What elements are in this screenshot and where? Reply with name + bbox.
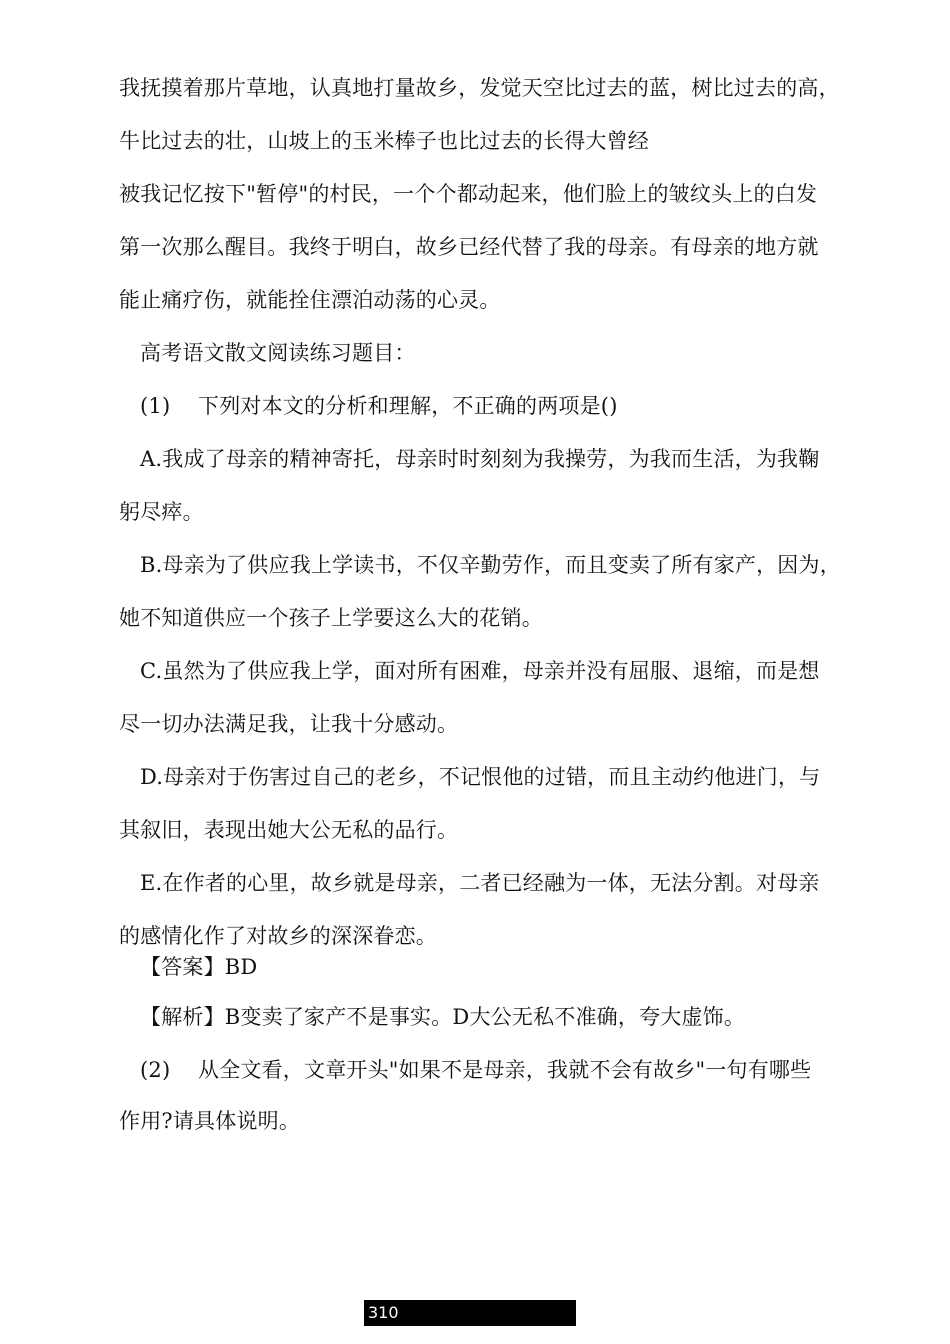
paragraph-line-5: 能止痛疗伤，就能拴住漂泊动荡的心灵。 <box>119 288 501 312</box>
option-a-line-2: 躬尽瘁。 <box>119 500 204 524</box>
option-d-line-1: D.母亲对于伤害过自己的老乡，不记恨他的过错，而且主动约他进门，与 <box>140 765 821 789</box>
analysis-line: 【解析】B变卖了家产不是事实。D大公无私不准确，夸大虚饰。 <box>140 1005 746 1029</box>
paragraph-line-2: 牛比过去的壮，山坡上的玉米棒子也比过去的长得大曾经 <box>119 129 649 153</box>
option-c-line-2: 尽一切办法满足我，让我十分感动。 <box>119 712 459 736</box>
paragraph-line-1: 我抚摸着那片草地，认真地打量故乡，发觉天空比过去的蓝，树比过去的高， <box>119 76 840 100</box>
question-1 <box>140 392 870 420</box>
option-e-line-2: 的感情化作了对故乡的深深眷恋。 <box>119 924 437 948</box>
question-2-text-line-2: 作用?请具体说明。 <box>119 1109 301 1133</box>
page-number: 310 <box>364 1300 576 1326</box>
question-2-number: (2) <box>140 1058 171 1082</box>
option-d-line-2: 其叙旧，表现出她大公无私的品行。 <box>119 818 459 842</box>
option-b-line-2: 她不知道供应一个孩子上学要这么大的花销。 <box>119 606 543 630</box>
answer-line: 【答案】BD <box>140 955 258 979</box>
paragraph-line-3: 被我记忆按下"暂停"的村民，一个个都动起来，他们脸上的皱纹头上的白发 <box>119 182 818 206</box>
option-a-line-1: A.我成了母亲的精神寄托，母亲时时刻刻为我操劳，为我而生活，为我鞠 <box>140 447 820 471</box>
question-2 <box>140 1056 870 1084</box>
paragraph-line-4: 第一次那么醒目。我终于明白，故乡已经代替了我的母亲。有母亲的地方就 <box>119 235 819 259</box>
question-2-text-line-1: 从全文看，文章开头"如果不是母亲，我就不会有故乡"一句有哪些 <box>198 1058 812 1082</box>
section-title: 高考语文散文阅读练习题目： <box>140 341 416 365</box>
option-e-line-1: E.在作者的心里，故乡就是母亲，二者已经融为一体，无法分割。对母亲 <box>140 871 820 895</box>
question-1-text: 下列对本文的分析和理解，不正确的两项是() <box>198 394 618 418</box>
option-c-line-1: C.虽然为了供应我上学，面对所有困难，母亲并没有屈服、退缩，而是想 <box>140 659 820 683</box>
question-1-number: (1) <box>140 394 171 418</box>
option-b-line-1: B.母亲为了供应我上学读书，不仅辛勤劳作，而且变卖了所有家产，因为， <box>140 553 841 577</box>
